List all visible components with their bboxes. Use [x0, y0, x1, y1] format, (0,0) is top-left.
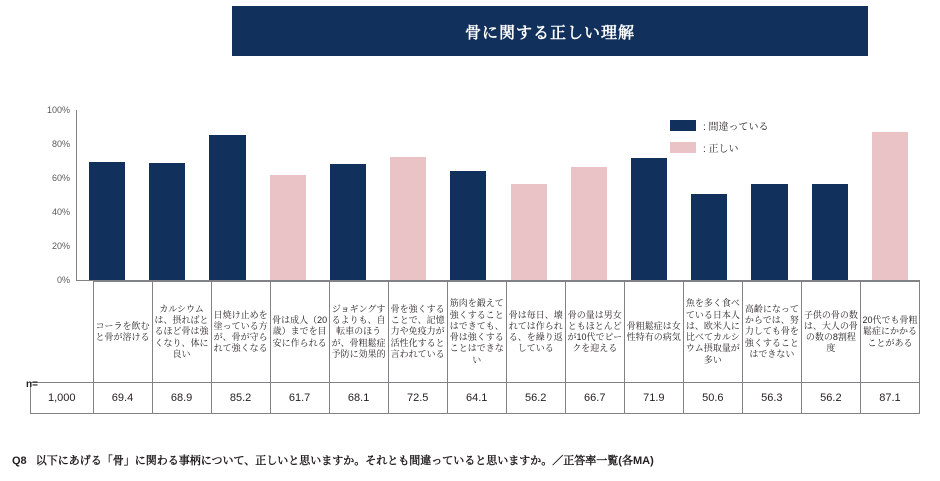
table-category-cell: 子供の骨の数は、大人の骨の数の8割程度: [801, 282, 860, 383]
bar-slot: [378, 110, 438, 280]
table-value-cell: 66.7: [565, 383, 624, 414]
chart-bar: [270, 175, 306, 280]
legend-label: : 間違っている: [703, 122, 769, 133]
table-category-cell: 骨は成人（20歳）までを目安に作られる: [270, 282, 329, 383]
chart-bar: [691, 194, 727, 280]
footnote-question-code: Q8: [12, 455, 27, 467]
data-table-wrapper: [26, 281, 920, 414]
chart-bar: [872, 132, 908, 280]
n-caption: n=: [26, 379, 38, 390]
bar-slot: [77, 110, 137, 280]
chart-bar: [330, 164, 366, 280]
table-category-cell: 骨は毎日、壊れては作られる、を繰り返している: [506, 282, 565, 383]
table-category-cell: 筋肉を鍛えて強くすることはできても、骨は強くすることはできない: [447, 282, 506, 383]
bar-slot: [318, 110, 378, 280]
legend-swatch: [670, 120, 696, 131]
table-category-cell: 高齢になってからでは、努力しても骨を強くすることはできない: [742, 282, 801, 383]
table-value-cell: 56.3: [742, 383, 801, 414]
bar-slot: [800, 110, 860, 280]
table-value-cell: 61.7: [270, 383, 329, 414]
table-category-cell: 日焼け止めを塗っている方が、骨が守られて強くなる: [211, 282, 270, 383]
table-category-cell: 骨粗鬆症は女性特有の病気: [624, 282, 683, 383]
legend-item: [670, 118, 769, 133]
table-category-cell: コーラを飲むと骨が溶ける: [93, 282, 152, 383]
table-value-cell: 56.2: [506, 383, 565, 414]
y-axis-tick: 80%: [51, 139, 70, 149]
chart-bar: [631, 158, 667, 280]
table-corner-cell: [31, 282, 94, 383]
table-value-cell: 72.5: [388, 383, 447, 414]
table-row-labels: [31, 282, 920, 383]
chart-bar: [511, 184, 547, 280]
bar-slot: [197, 110, 257, 280]
table-value-cell: 87.1: [860, 383, 919, 414]
table-value-cell: 69.4: [93, 383, 152, 414]
table-category-cell: 魚を多く食べている日本人は、欧米人に比べてカルシウム摂取量が多い: [683, 282, 742, 383]
bar-slot: [499, 110, 559, 280]
bar-slot: [860, 110, 920, 280]
table-value-cell: 64.1: [447, 383, 506, 414]
legend-label: : 正しい: [703, 144, 739, 155]
chart-bar: [450, 171, 486, 280]
chart-bar: [751, 184, 787, 280]
table-value-cell: 85.2: [211, 383, 270, 414]
y-axis-tick: 40%: [51, 207, 70, 217]
y-axis-tick: 100%: [46, 105, 70, 115]
chart-legend: [670, 118, 769, 162]
table-category-cell: ジョギングするよりも、自転車のほうが、骨粗鬆症予防に効果的: [329, 282, 388, 383]
table-value-cell: 50.6: [683, 383, 742, 414]
bar-slot: [137, 110, 197, 280]
chart-bar: [89, 162, 125, 280]
data-table: [30, 281, 920, 414]
bar-slot: [438, 110, 498, 280]
bar-slot: [258, 110, 318, 280]
plot-area: [76, 110, 920, 281]
table-value-cell: 68.9: [152, 383, 211, 414]
legend-item: [670, 140, 769, 155]
chart-title-bar: [232, 6, 868, 56]
table-row-values: [31, 383, 920, 414]
table-value-cell: 71.9: [624, 383, 683, 414]
footnote: [12, 452, 654, 468]
footnote-text: 以下にあげる「骨」に関わる事柄について、正しいと思いますか。それとも間違っていると思いますか。／正答率一覧(各MA): [35, 455, 654, 467]
legend-swatch: [670, 142, 696, 153]
table-value-cell: 68.1: [329, 383, 388, 414]
chart-container: [30, 105, 920, 290]
chart-bar: [812, 184, 848, 280]
table-n-value: 1,000: [31, 383, 94, 414]
table-category-cell: 骨の量は男女ともほとんどが10代でピークを迎える: [565, 282, 624, 383]
table-category-cell: 20代でも骨粗鬆症にかかることがある: [860, 282, 919, 383]
y-axis: [30, 105, 76, 285]
chart-bar: [209, 135, 245, 280]
page-title: 骨に関する正しい理解: [464, 24, 635, 42]
y-axis-tick: 0%: [56, 275, 70, 285]
table-category-cell: 骨を強くすることで、記憶力や免疫力が活性化すると言われている: [388, 282, 447, 383]
table-value-cell: 56.2: [801, 383, 860, 414]
y-axis-tick: 20%: [51, 241, 70, 251]
chart-bar: [571, 167, 607, 280]
table-category-cell: カルシウムは、摂ればとるほど骨は強くなり、体に良い: [152, 282, 211, 383]
bar-slot: [559, 110, 619, 280]
chart-bar: [390, 157, 426, 280]
chart-bar: [149, 163, 185, 280]
y-axis-tick: 60%: [51, 173, 70, 183]
